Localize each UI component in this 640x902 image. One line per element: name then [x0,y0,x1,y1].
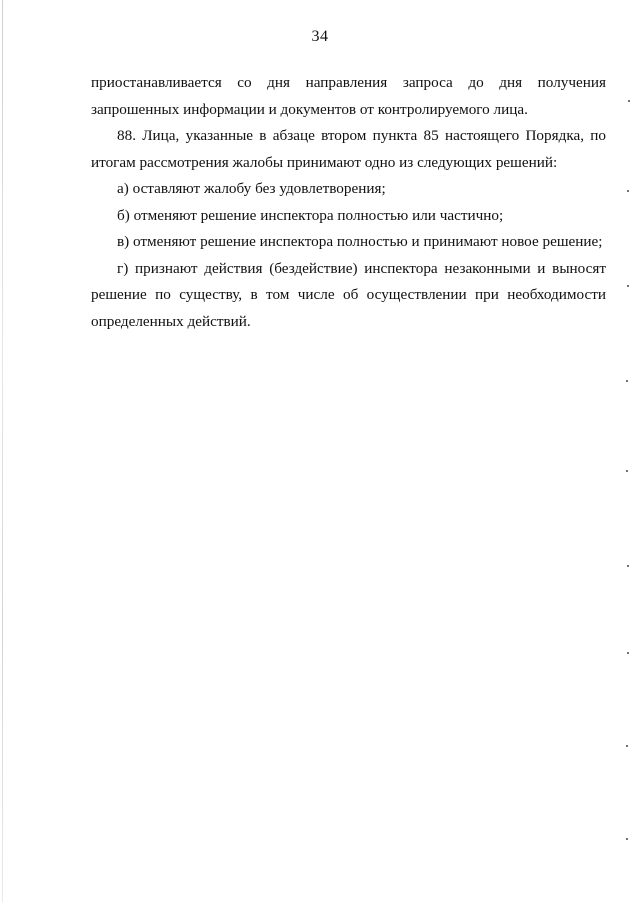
scan-speck [627,652,629,654]
scan-speck [627,190,629,192]
scan-speck [626,745,628,747]
scan-edge-line [2,0,3,902]
scan-speck [627,565,629,567]
scan-speck [627,285,629,287]
paragraph-subitem-a: а) оставляют жалобу без удовлетворения; [117,180,386,197]
scan-speck [626,380,628,382]
scan-speck [626,470,628,472]
page-number: 34 [311,28,329,45]
paragraph-item-88: 88. Лица, указанные в абзаце втором пункта 85 настоящего Порядка, по итогам рассмотрения жалобы принимают одно из следующих решений: [91,127,606,171]
paragraph-subitem-g: г) признают действия (бездействие) инспектора незаконными и выносят решение по существу, в том числе об осуществлении при необходимости определенных действий. [91,259,606,330]
body-text [91,70,606,335]
paragraph-subitem-v: в) отменяют решение инспектора полностью и принимают новое решение; [117,233,603,250]
paragraph-subitem-b: б) отменяют решение инспектора полностью или частично; [117,206,504,224]
scan-speck [626,838,628,840]
paragraph-continuation: приостанавливается со дня направления запроса до дня получения запрошенных информации и документов от контролируемого лица. [91,74,606,118]
scan-speck [628,100,630,102]
